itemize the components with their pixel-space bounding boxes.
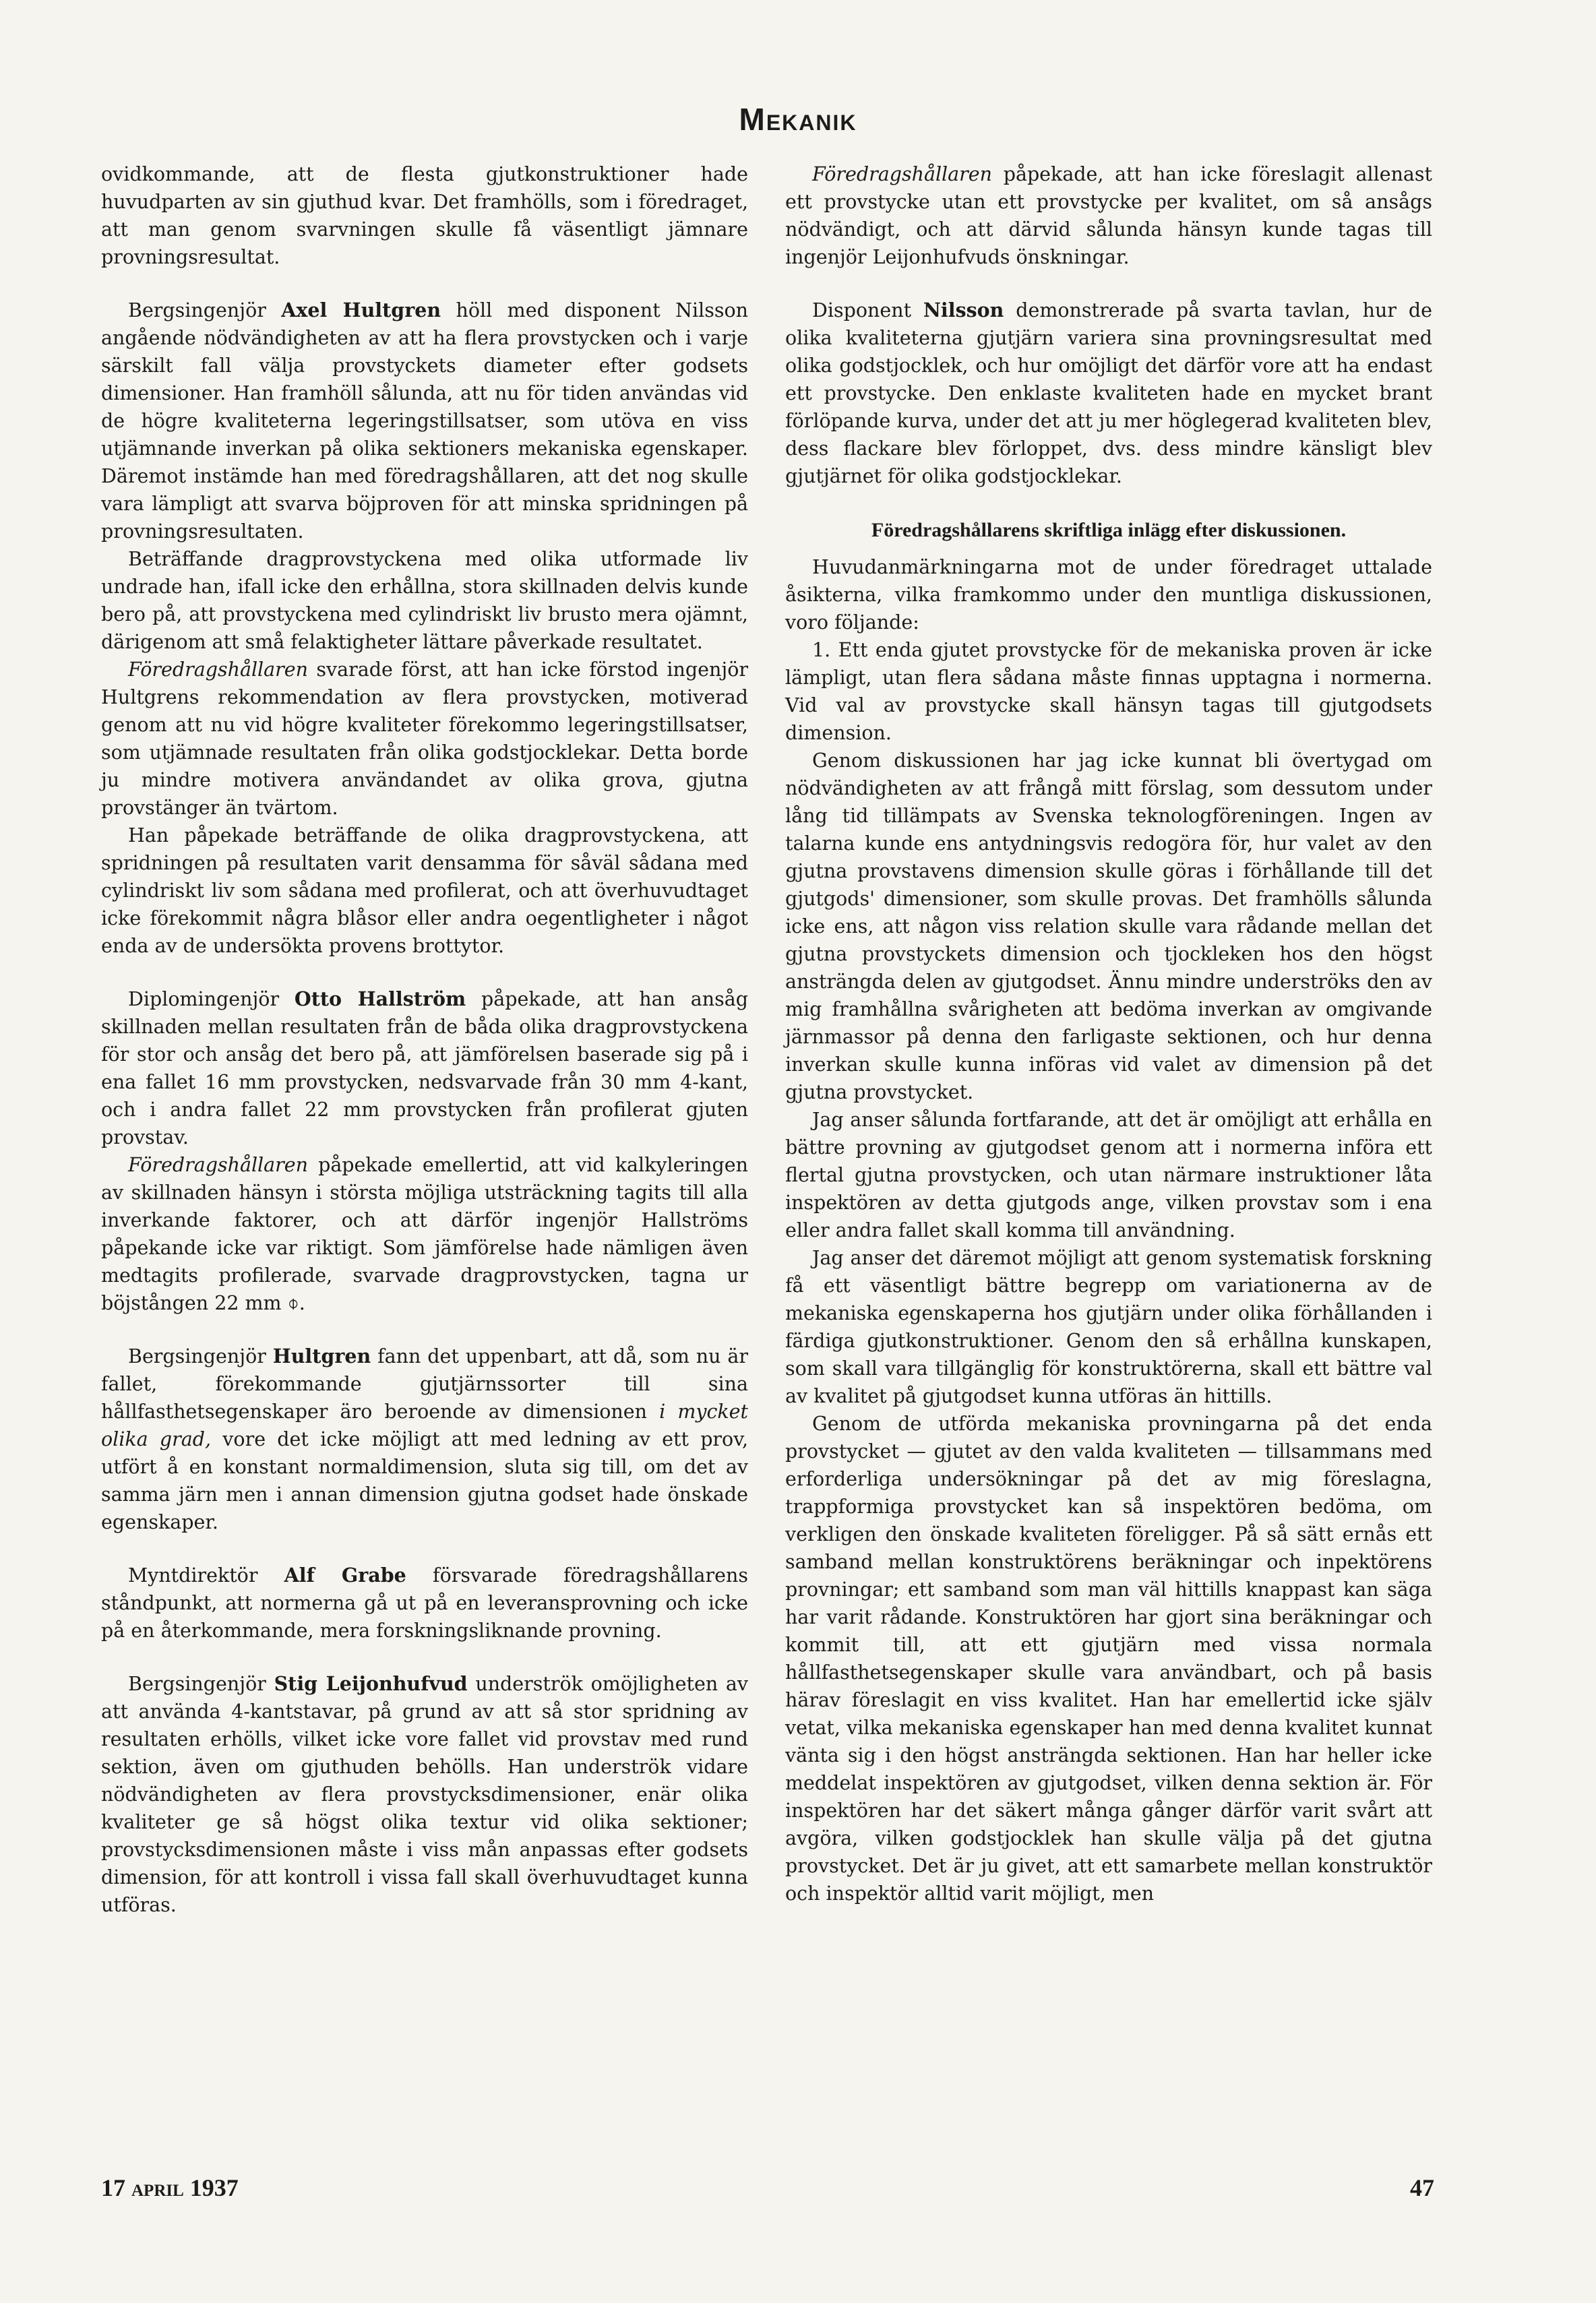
speaker-role: Föredragshållaren xyxy=(128,658,309,681)
text-run: underströk omöjligheten av att använda 4-kantstavar, på grund av att så stor spridning av resultaten erhölls, vilket icke vore fallet vid provstav med rund sektion, även om gjuthuden behölls. Han underströk vidare nödvändigheten av flera provstycksdimensioner, enär olika kvaliteter ge så högst olika textur vid olika sektioner; provstycksdimensionen måste i viss mån anpassas efter godsets dimension, för att kontroll i vissa fall skall överhuvudtaget kunna utföras. xyxy=(101,1673,748,1916)
text-run: Bergsingenjör xyxy=(128,1345,273,1368)
paragraph xyxy=(101,985,748,1151)
text-run: demonstrerade på svarta tavlan, hur de olika kvaliteterna gjutjärn variera sina provningsresultat med olika godstjocklek, och hur omöjligt det därför vore att ha endast ett provstycke. Den enklaste kvaliteten hade en mycket brant förlöpande kurva, under det att ju mer höglegerad kvaliteten blev, dess flackare blev förloppet, dvs. dess mindre känsligt blev gjutjärnet för olika godstjocklekar. xyxy=(785,299,1432,487)
text-run: Disponent xyxy=(812,299,923,321)
paragraph xyxy=(101,297,748,545)
text-run: Myntdirektör xyxy=(128,1564,284,1587)
speaker-role: Föredragshållaren xyxy=(128,1154,309,1176)
speaker-name: Stig Leijonhufvud xyxy=(274,1672,468,1695)
issue-date: 17 april 1937 xyxy=(101,2174,239,2201)
text-run: försvarade föredragshållarens ståndpunkt, att normerna gå ut på en leveransprovning och icke på en återkommande, mera forskningsliknande provning. xyxy=(101,1564,748,1642)
paragraph: Jag anser det däremot möjligt att genom systematisk forskning få ett väsentligt bättre begrepp om variationerna av de mekaniska egenskaperna hos gjutjärn under olika förhållanden i färdiga gjutkonstruktioner. Genom den så erhållna kunskapen, som skall vara tillgänglig för konstruktörerna, skall ett bättre val av kvalitet på gjutgodset kunna utföras än hittills. xyxy=(785,1247,1432,1407)
text-run: vore det icke möjligt att med ledning av ett prov, utfört å en konstant normaldimension, sluta sig till, om det av samma järn men i annan dimension gjutna godset hade önskade egenskaper. xyxy=(101,1428,748,1533)
paragraph xyxy=(785,160,1432,271)
paragraph xyxy=(101,1151,748,1317)
left-column xyxy=(101,160,748,1919)
paragraph xyxy=(101,1562,748,1645)
text-run: Bergsingenjör xyxy=(128,299,282,321)
paragraph: Genom diskussionen har jag icke kunnat bli övertygad om nödvändigheten av att frångå mitt förslag, som dessutom under lång tid tillämpats av Svenska teknologföreningen. Ingen av talarna kunde ens antydningsvis redogöra för, hur valet av den gjutna provstavens dimension skulle göras i förhållande till det gjutgods' dimensioner, som skulle provas. Det framhölls sålunda icke ens, att någon viss relation skulle vara rådande mellan det gjutna provstyckets dimension och tjockleken hos den högst ansträngda delen av gjutgodset. Ännu mindre underströks den av mig framhållna svårigheten att bedöma inverkan av omgivande järnmassor på denna den farligaste sektionen, och hur denna inverkan skulle kunna införas vid valet av dimension på det gjutna provstycket. xyxy=(785,749,1432,1103)
paragraph: Jag anser sålunda fortfarande, att det är omöjligt att erhålla en bättre provning av gjutgodset genom att i normerna införa ett flertal gjutna provstycken, och utan närmare instruktioner låta inspektören av detta gjutgods ange, vilken provstav som i ena eller andra fallet skall komma till användning. xyxy=(785,1109,1432,1241)
paragraph: ovidkommande, att de flesta gjutkonstruktioner hade huvudparten av sin gjuthud kvar. Det framhölls, som i föredraget, att man genom svarvningen skulle få väsentligt jämnare provningsresultat. xyxy=(101,163,748,268)
paragraph: 1. Ett enda gjutet provstycke för de mekaniska proven är icke lämpligt, utan flera sådana måste finnas upptagna i normerna. Vid val av provstycke skall hänsyn tagas till gjutgodsets dimension. xyxy=(785,639,1432,744)
text-run: påpekade, att han ansåg skillnaden mellan resultaten från de båda olika dragprovstyckena för stor och ansåg det bero på, att jämförelsen baserade sig på i ena fallet 16 mm provstycken, nedsvarvade från 30 mm 4-kant, och i andra fallet 22 mm provstycken från profilerat gjuten provstav. xyxy=(101,988,748,1148)
speaker-name: Axel Hultgren xyxy=(281,299,441,321)
speaker-name: Nilsson xyxy=(923,299,1004,321)
speaker-role: Föredragshållaren xyxy=(812,163,993,185)
emphasis: i mycket olika grad, xyxy=(101,1401,748,1450)
paragraph: Beträffande dragprovstyckena med olika utformade liv undrade han, ifall icke den erhållna, stora skillnaden delvis kunde bero på, att provstyckena med cylindriskt liv brusto mera ojämnt, därigenom att små felaktigheter lättare påverkade resultatet. xyxy=(101,548,748,653)
paragraph xyxy=(101,1343,748,1536)
speaker-name: Alf Grabe xyxy=(284,1564,406,1587)
paragraph xyxy=(101,1670,748,1919)
paragraph xyxy=(785,297,1432,490)
page-number: 47 xyxy=(1410,2174,1434,2201)
paragraph: Han påpekade beträffande de olika dragprovstyckena, att spridningen på resultaten varit densamma för såväl sådana med cylindriskt liv som sådana med profilerat, och att överhuvudtaget icke förekommit några blåsor eller andra oegentligheter i något enda av de undersökta provens brottytor. xyxy=(101,824,748,957)
text-run: fann det uppenbart, att då, som nu är fallet, förekommande gjutjärnssorter till sina hållfasthetsegenskaper äro beroende av dimensionen xyxy=(101,1345,748,1423)
section-heading: Föredragshållarens skriftliga inlägg efter diskussionen. xyxy=(871,519,1347,541)
paragraph: Genom de utförda mekaniska provningarna på det enda provstycket — gjutet av den valda kvaliteten — tillsammans med erforderliga undersökningar på det av mig föreslagna, trappformiga provstycket kan så inspektören bedöma, om verkligen den önskade kvaliteten föreligger. På så sätt ernås ett samband mellan konstruktörens beräkningar och inpektörens provningar; ett samband som man väl hittills knappast kan säga har varit rådande. Konstruktören har gjort sina beräkningar och kommit till, att ett gjutjärn med vissa normala hållfasthetsegenskaper skulle vara användbart, och på basis härav föreslagit en viss kvalitet. Han har emellertid icke själv vetat, vilka mekaniska egenskaper han med denna kvalitet kunnat vänta sig i den högst ansträngda sektionen. Han har heller icke meddelat inspektören av gjutgodset, vilken denna sektion är. För inspektören har det säkert många gånger därför varit svårt att avgöra, vilken godstjocklek han skulle välja på det gjutna provstycket. Det är ju givet, att ett samarbete mellan konstruktör och inspektör alltid varit möjligt, men xyxy=(785,1413,1432,1905)
right-column xyxy=(785,160,1432,1907)
text-run: Bergsingenjör xyxy=(128,1673,274,1695)
text-run: höll med disponent Nilsson angående nödvändigheten av att ha flera provstycken och i varje särskilt fall välja provstyckets diameter efter godsets dimensioner. Han framhöll sålunda, att nu för tiden användas vid de högre kvaliteterna legeringstillsatser, som utöva en viss utjämnande inverkan på olika sektioners mekaniska egenskaper. Däremot instämde han med föredragshållaren, att det nog skulle vara lämpligt att svarva böjproven för att minska spridningen på provningsresultaten. xyxy=(101,299,749,543)
text-run: svarade först, att han icke förstod ingenjör Hultgrens rekommendation av flera provstycken, motiverad genom att nu vid högre kvaliteter förekommo legeringstillsatser, som utjämnade resultaten från olika godstjocklekar. Detta borde ju mindre motivera användandet av olika grova, gjutna provstänger än tvärtom. xyxy=(101,658,748,819)
paragraph: Huvudanmärkningarna mot de under föredraget uttalade åsikterna, vilka framkommo under den muntliga diskussionen, voro följande: xyxy=(785,556,1432,634)
text-run: påpekade emellertid, att vid kalkyleringen av skillnaden hänsyn i största möjliga utsträckning tagits till alla inverkande faktorer, och att därför ingenjör Hallströms påpekande icke var riktigt. Som jämförelse hade nämligen även medtagits profilerade, svarvade dragprovstycken, tagna ur böjstången 22 mm ⌽. xyxy=(101,1154,748,1314)
speaker-name: Hultgren xyxy=(272,1345,371,1368)
speaker-name: Otto Hallström xyxy=(294,987,466,1010)
text-run: Diplomingenjör xyxy=(128,988,295,1010)
section-header: Mekanik xyxy=(739,102,857,137)
text-run: påpekade, att han icke föreslagit allenast ett provstycke utan ett provstycke per kvalitet, om så ansågs nödvändigt, och att därvid sålunda hänsyn kunde tagas till ingenjör Leijonhufvuds önskningar. xyxy=(785,163,1432,268)
paragraph xyxy=(101,656,748,822)
